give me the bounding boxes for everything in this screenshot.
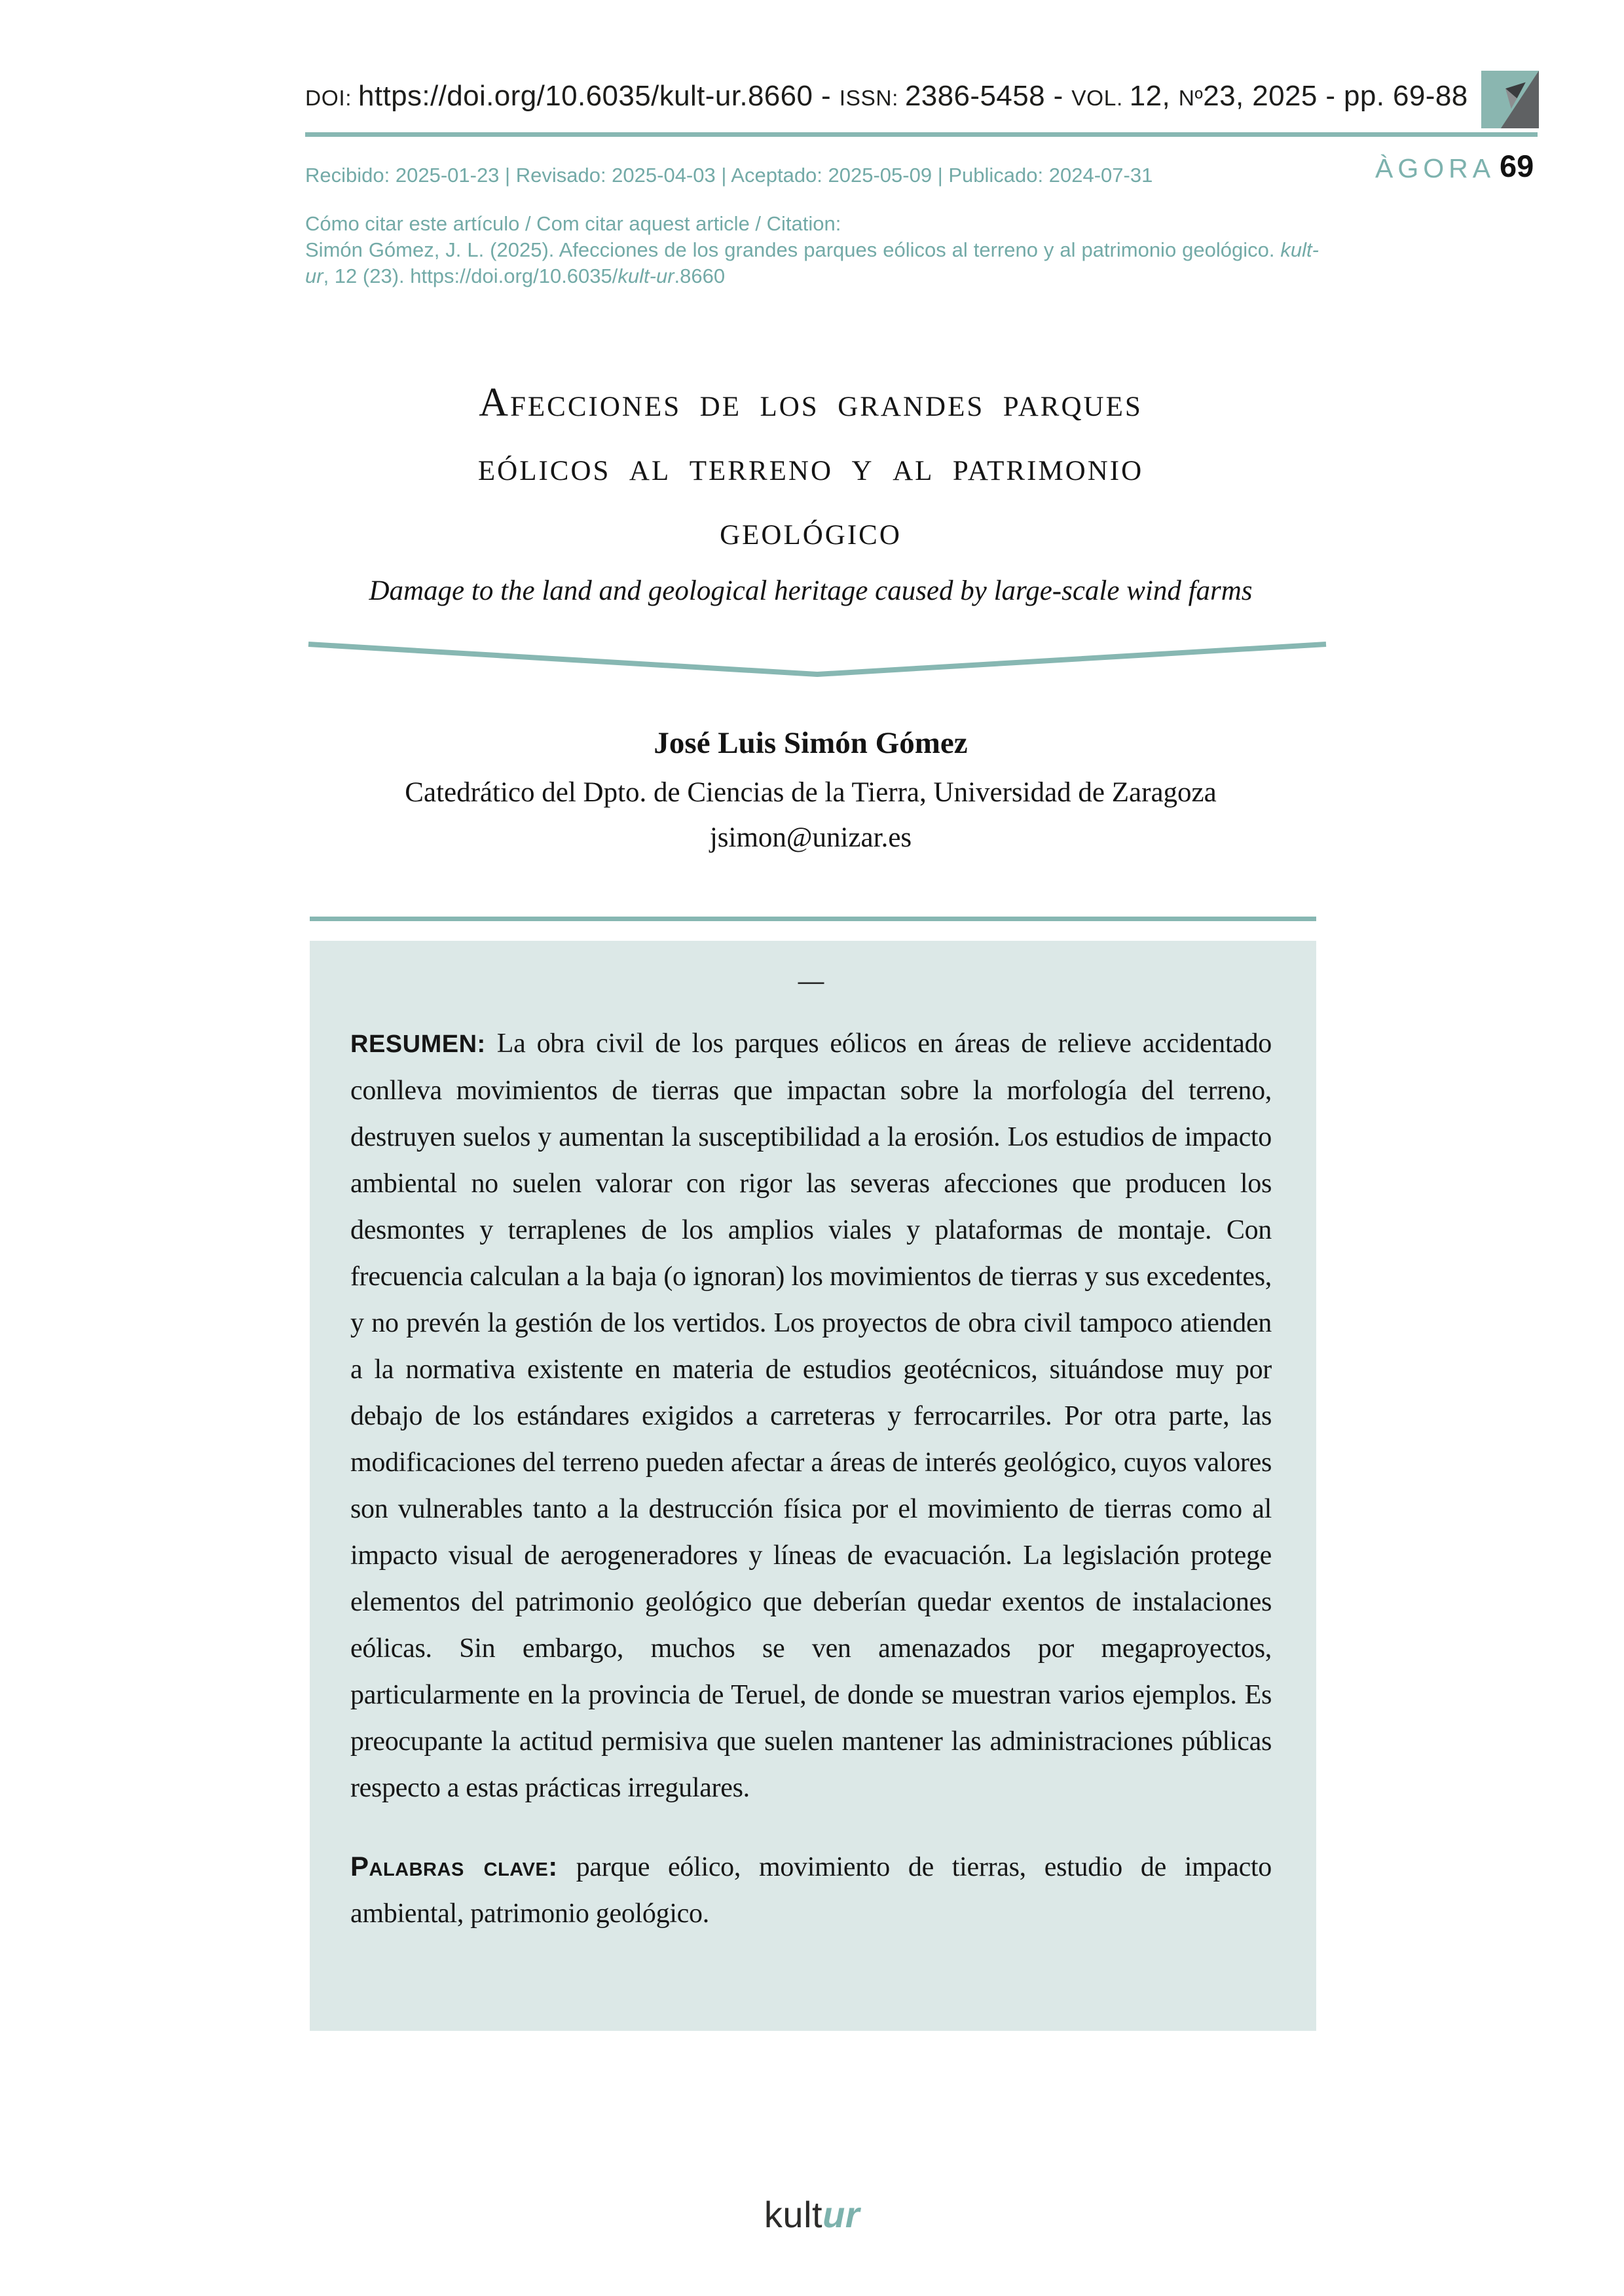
issn-value: 2386-5458 - xyxy=(904,80,1072,112)
section-label-agora: ÀGORA xyxy=(1375,153,1496,183)
title-line-1: Afecciones de los grandes parques xyxy=(479,380,1143,425)
author-email[interactable]: jsimon@unizar.es xyxy=(709,822,912,853)
citation-doi-url-a: https://doi.org/10.6035/ xyxy=(410,264,618,287)
issue-label: Nº xyxy=(1178,86,1204,111)
abstract-label: RESUMEN: xyxy=(350,1030,486,1058)
article-title xyxy=(305,371,1316,563)
chevron-divider-icon xyxy=(305,636,1329,683)
chevron-line xyxy=(305,636,1329,683)
abstract-top-rule xyxy=(310,917,1316,921)
page-number: 69 xyxy=(1500,149,1534,183)
article-subtitle-en: Damage to the land and geological heritage caused by large-scale wind farms xyxy=(369,575,1253,606)
citation-journal-name: kult-ur xyxy=(305,238,1319,287)
citation-part: , 12 (23). xyxy=(323,264,411,287)
doi-link[interactable]: https://doi.org/10.6035/kult-ur.8660 xyxy=(358,80,813,112)
abstract-box xyxy=(310,941,1316,2031)
logo-fold-graphic xyxy=(1481,71,1539,128)
citation-doi-url-b: kult-ur xyxy=(618,264,674,287)
volume-value: 12, xyxy=(1129,80,1179,112)
author-affiliation: Catedrático del Dpto. de Ciencias de la Tierra, Universidad de Zaragoza xyxy=(405,777,1217,808)
issue-pages-value: 23, 2025 - pp. 69-88 xyxy=(1203,80,1468,112)
author-name: José Luis Simón Gómez xyxy=(654,726,968,760)
doi-line xyxy=(305,80,1468,113)
volume-label: VOL. xyxy=(1071,86,1130,111)
kult-ur-logo-icon xyxy=(1481,71,1539,128)
title-line-3: geológico xyxy=(720,509,902,553)
issn-label: ISSN: xyxy=(839,86,905,111)
article-meta xyxy=(305,162,1319,289)
abstract-paragraph xyxy=(350,1021,1272,1812)
header-rule xyxy=(305,132,1538,137)
footer-journal-logo xyxy=(0,2193,1624,2236)
keywords-label: Palabras clave: xyxy=(350,1851,558,1882)
citation-part: Simón Gómez, J. L. (2025). Afecciones de los grandes parques eólicos al terreno y al patrimonio geológico. xyxy=(305,238,1281,261)
separator: - xyxy=(813,80,840,112)
title-line-2: eólicos al terreno y al patrimonio xyxy=(477,445,1144,489)
citation-heading: Cómo citar este artículo / Com citar aquest article / Citation: xyxy=(305,212,841,235)
abstract-divider: — xyxy=(798,967,824,996)
citation-doi-link[interactable] xyxy=(410,264,725,287)
footer-logo-kult: kult xyxy=(764,2194,823,2235)
keywords-paragraph xyxy=(350,1843,1272,1937)
footer-logo-ur: ur xyxy=(822,2194,860,2235)
author-block xyxy=(305,725,1316,854)
abstract-text: La obra civil de los parques eólicos en áreas de relieve accidentado conlleva movimientos de tierras que impactan sobre la morfología del terreno, destruyen suelos y aumentan la susceptibilidad a la erosión. Los estudios de impacto ambiental no suelen valorar con rigor las severas afecciones que producen los desmontes y terraplenes de los amplios viales y plataformas de montaje. Con frecuencia calculan a la baja (o ignoran) los movimientos de tierras y sus excedentes, y no prevén la gestión de los vertidos. Los proyectos de obra civil tampoco atienden a la normativa existente en materia de estudios geotécnicos, situándose muy por debajo de los estándares exigidos a carreteras y ferrocarriles. Por otra parte, las modificaciones del terreno pueden afectar a áreas de interés geológico, cuyos valores son vulnerables tanto a la destrucción física por el movimiento de tierras como al impacto visual de aerogeneradores y líneas de evacuación. La legislación protege elementos del patrimonio geológico que deberían quedar exentos de instalaciones eólicas. Sin embargo, muchos se ven amenazados por megaproyectos, particularmente en la provincia de Teruel, de donde se muestran varios ejemplos. Es preocupante la actitud permisiva que suelen mantener las administraciones públicas respecto a estas prácticas irregulares. xyxy=(350,1029,1272,1803)
citation-doi-url-c: .8660 xyxy=(674,264,726,287)
doi-label: DOI: xyxy=(305,86,358,111)
citation-text xyxy=(305,237,1319,289)
keywords-text: parque eólico, movimiento de tierras, estudio de impacto ambiental, patrimonio geológico. xyxy=(350,1852,1272,1929)
dates-line: Recibido: 2025-01-23 | Revisado: 2025-04-03 | Aceptado: 2025-05-09 | Publicado: 2024-07-31 xyxy=(305,164,1153,187)
